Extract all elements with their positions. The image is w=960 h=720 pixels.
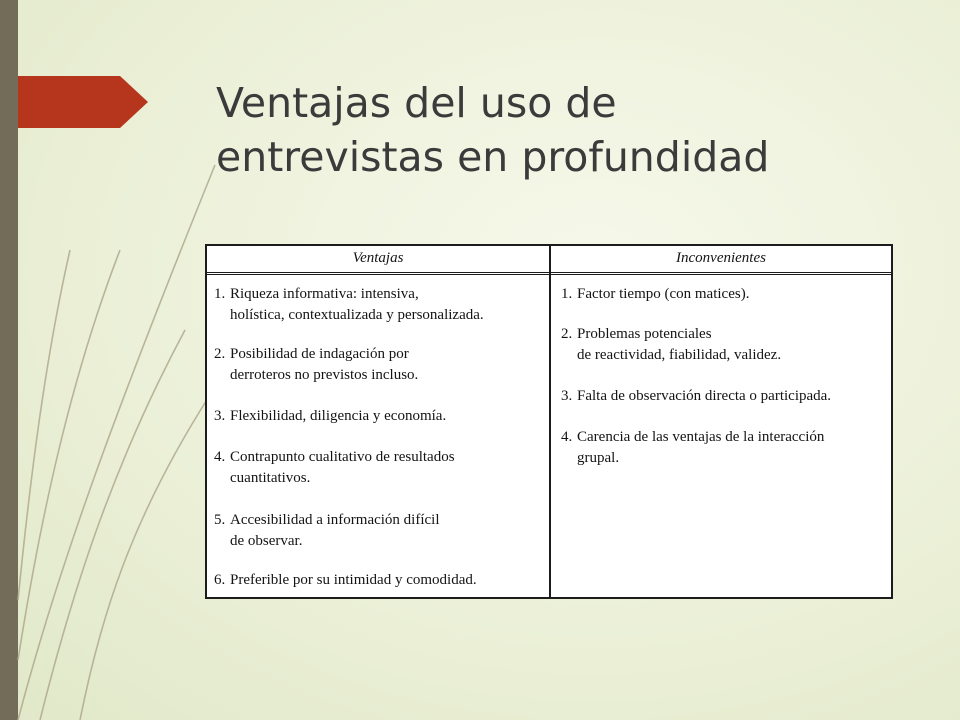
disadvantage-item-4: [561, 427, 824, 469]
item-text: Riqueza informativa: intensiva,: [230, 286, 419, 302]
slide-title-line-2: entrevistas en profundidad: [216, 133, 770, 181]
advantage-item-4: [214, 447, 455, 489]
item-text: Falta de observación directa o participada.: [577, 388, 832, 404]
item-text-continued: holística, contextualizada y personalizada.: [230, 307, 484, 323]
item-text: Carencia de las ventajas de la interacción: [577, 429, 825, 445]
slide-title: [216, 76, 936, 184]
comparison-table: [205, 244, 893, 599]
slide-title-line-1: Ventajas del uso de: [216, 79, 617, 127]
advantage-item-5: [214, 510, 440, 552]
item-number: 5.: [214, 512, 226, 528]
item-text: Problemas potenciales: [577, 326, 712, 342]
item-text-continued: cuantitativos.: [230, 470, 311, 486]
item-text: Accesibilidad a información difícil: [230, 512, 440, 528]
item-number: 3.: [214, 408, 226, 424]
item-number: 2.: [561, 326, 573, 342]
item-number: 4.: [561, 429, 573, 445]
header-rule: [207, 272, 891, 275]
item-number: 3.: [561, 388, 573, 404]
header-disadvantages: Inconvenientes: [676, 250, 766, 266]
advantage-item-6: [214, 570, 477, 591]
advantage-item-2: [214, 344, 418, 386]
header-advantages: Ventajas: [352, 250, 404, 266]
disadvantage-item-1: [561, 284, 749, 305]
advantage-item-3: [214, 406, 446, 427]
item-text: Factor tiempo (con matices).: [577, 286, 750, 302]
item-number: 4.: [214, 449, 226, 465]
item-text-continued: grupal.: [577, 450, 620, 466]
item-text: Posibilidad de indagación por: [230, 346, 409, 362]
item-text-continued: de observar.: [230, 533, 303, 549]
item-number: 6.: [214, 572, 226, 588]
item-text-continued: derroteros no previstos incluso.: [230, 367, 419, 383]
column-divider: [549, 246, 551, 597]
item-text: Preferible por su intimidad y comodidad.: [230, 572, 477, 588]
item-text: Contrapunto cualitativo de resultados: [230, 449, 455, 465]
item-number: 1.: [561, 286, 573, 302]
title-arrow-shape: [18, 76, 148, 128]
disadvantage-item-2: [561, 324, 781, 366]
item-number: 2.: [214, 346, 226, 362]
item-number: 1.: [214, 286, 226, 302]
item-text: Flexibilidad, diligencia y economía.: [230, 408, 447, 424]
disadvantage-item-3: [561, 386, 831, 407]
item-text-continued: de reactividad, fiabilidad, validez.: [577, 347, 782, 363]
advantage-item-1: [214, 284, 484, 326]
